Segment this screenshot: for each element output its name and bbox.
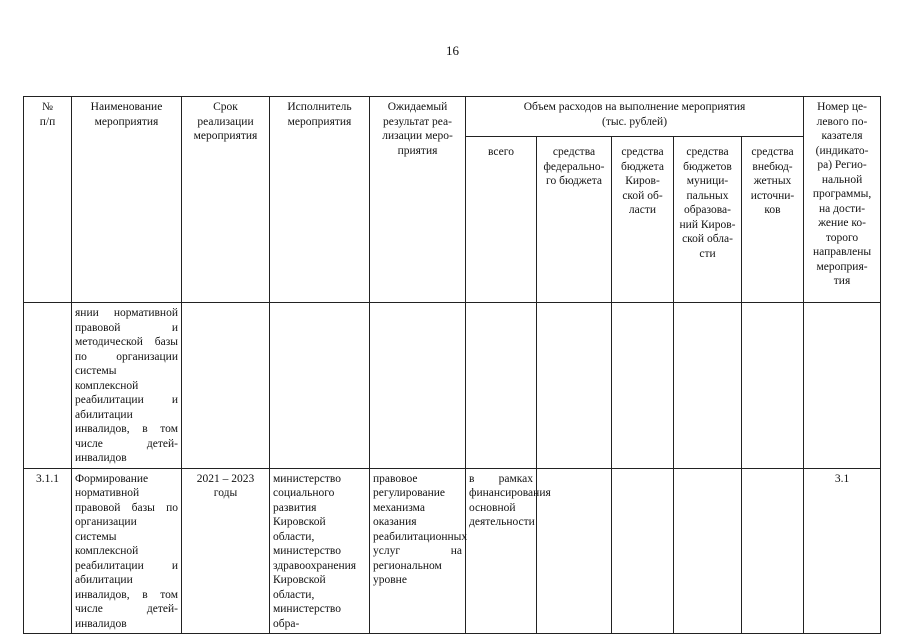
header-indicator: Номер це- левого по- казателя (индикато- ра) Регио- нальной программы, на дости- жение ко- торого направлены мероприя- тия <box>804 97 881 303</box>
cell-result <box>370 303 466 469</box>
cell-regional <box>612 468 674 634</box>
header-extra: средства внебюд- жетных источни- ков <box>742 137 804 303</box>
cell-executor <box>270 303 370 469</box>
table-row <box>24 468 881 634</box>
cell-result: правовое регулирование механизма оказания реабилитационных услуг на региональном уровне <box>370 468 466 634</box>
header-result: Ожидаемый результат реа- лизации меро- приятия <box>370 97 466 303</box>
cell-total <box>466 303 537 469</box>
cell-total: в рамках финансирования основной деятельности <box>466 468 537 634</box>
cell-name: янии нормативной правовой и методической базы по организации системы комплексной реабилитации и абилитации инвалидов, в том числе детей-инвалидов <box>72 303 182 469</box>
header-expenses: Объем расходов на выполнение мероприятия (тыс. рублей) <box>466 97 804 137</box>
header-regional: средства бюджета Киров- ской об- ласти <box>612 137 674 303</box>
header-federal: средства федерально- го бюджета <box>537 137 612 303</box>
header-municipal: средства бюджетов муници- пальных образова- ний Киров- ской обла- сти <box>674 137 742 303</box>
header-total: всего <box>466 137 537 303</box>
cell-municipal <box>674 468 742 634</box>
cell-indicator <box>804 303 881 469</box>
cell-num <box>24 303 72 469</box>
cell-extra <box>742 303 804 469</box>
header-name: Наименование мероприятия <box>72 97 182 303</box>
cell-municipal <box>674 303 742 469</box>
cell-regional <box>612 303 674 469</box>
cell-name: Формирование нормативной правовой базы по организации системы комплексной реабилитации и абилитации инвалидов, в том числе детей-инвалидов <box>72 468 182 634</box>
activities-table <box>23 96 881 634</box>
page-number: 16 <box>446 43 459 58</box>
table-row <box>24 303 881 469</box>
cell-num: 3.1.1 <box>24 468 72 634</box>
header-executor: Исполнитель мероприятия <box>270 97 370 303</box>
cell-federal <box>537 303 612 469</box>
cell-indicator: 3.1 <box>804 468 881 634</box>
header-num: № п/п <box>24 97 72 303</box>
header-term: Срок реализации мероприятия <box>182 97 270 303</box>
cell-term: 2021 – 2023 годы <box>182 468 270 634</box>
cell-extra <box>742 468 804 634</box>
cell-executor: министерство социального развития Кировской области, министерство здравоохранения Кировской области, министерство обра- <box>270 468 370 634</box>
cell-term <box>182 303 270 469</box>
